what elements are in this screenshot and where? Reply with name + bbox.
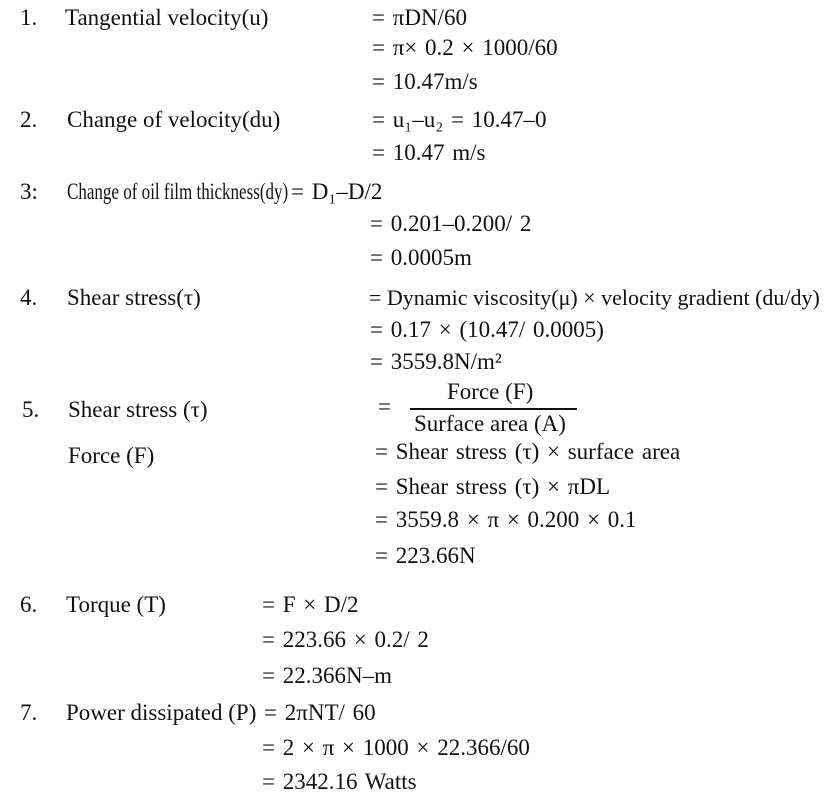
step-number: 6. — [20, 592, 38, 617]
step-number: 4. — [20, 285, 38, 310]
equals-sign: = — [378, 394, 391, 419]
equation-line: = 3559.8 × π × 0.200 × 0.1 — [375, 507, 637, 532]
equation-line: = 2πNT/ 60 — [264, 700, 376, 725]
fraction-bar — [410, 408, 577, 410]
equation-line: = π× 0.2 × 1000/60 — [372, 35, 558, 60]
equation-line: = 223.66 × 0.2/ 2 — [262, 627, 429, 652]
sub-label: Force (F) — [68, 443, 155, 468]
step-number: 5. — [22, 397, 40, 422]
equation-line: = 0.201–0.200/ 2 — [370, 211, 532, 236]
equation-line: = Shear stress (τ) × surface area — [375, 439, 681, 464]
equation-line: = πDN/60 — [372, 5, 467, 30]
equation-line: = 2342.16 Watts — [262, 769, 417, 794]
equation-line: = F × D/2 — [262, 592, 359, 617]
step-label: Tangential velocity(u) — [65, 5, 269, 30]
step-label: Change of velocity(du) — [67, 107, 281, 132]
equation-line: = 10.47 m/s — [372, 140, 486, 165]
step-label: Shear stress(τ) — [67, 285, 201, 310]
fraction-numerator: Force (F) — [447, 379, 534, 404]
equation-line: = Shear stress (τ) × πDL — [375, 474, 611, 499]
equation-line: = u₁–u₂ = 10.47–0 — [372, 107, 547, 132]
equation-line: = 22.366N–m — [262, 663, 392, 688]
equation-line: = Dynamic viscosity(μ) × velocity gradient (du/dy) — [369, 285, 820, 310]
equation-line: = 3559.8N/m² — [370, 349, 502, 374]
equation-line: = 0.17 × (10.47/ 0.0005) — [370, 317, 604, 342]
equation-line: = D₁–D/2 — [291, 179, 383, 204]
step-number: 2. — [20, 107, 38, 132]
step-label: Change of oil film thickness(dy) — [67, 179, 289, 204]
step-number: 3: — [20, 179, 38, 204]
fraction-denominator: Surface area (A) — [414, 411, 566, 436]
equation-line: = 10.47m/s — [372, 69, 478, 94]
step-number: 7. — [20, 700, 38, 725]
step-label: Power dissipated (P) — [66, 700, 257, 725]
equation-line: = 223.66N — [375, 543, 476, 568]
equation-line: = 0.0005m — [370, 245, 472, 270]
equation-line: = 2 × π × 1000 × 22.366/60 — [262, 735, 530, 760]
step-number: 1. — [20, 5, 38, 30]
step-label: Torque (T) — [66, 592, 166, 617]
step-label: Shear stress (τ) — [68, 397, 208, 422]
